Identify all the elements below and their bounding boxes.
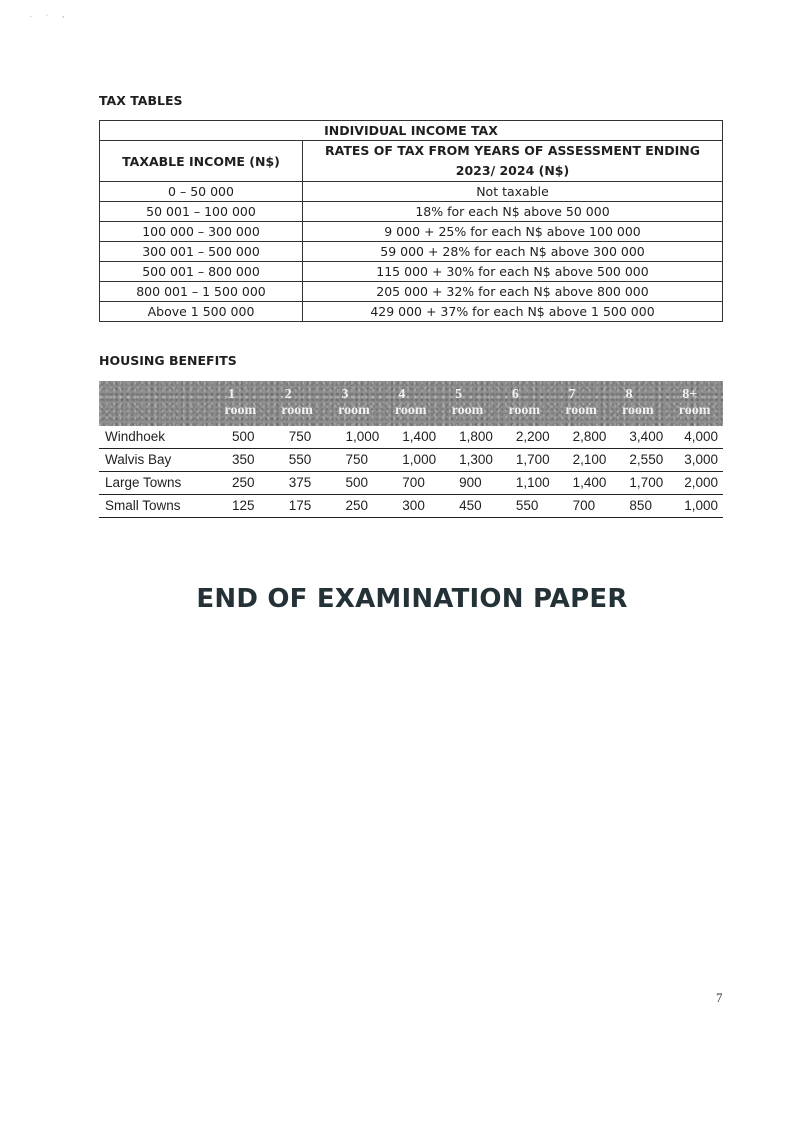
rates-header: RATES OF TAX FROM YEARS OF ASSESSMENT ENDING 2023/ 2024 (N$) bbox=[303, 141, 723, 182]
room-word: room bbox=[224, 403, 257, 418]
tax-rate: 205 000 + 32% for each N$ above 800 000 bbox=[303, 282, 723, 302]
benefit-cell: 1,800 bbox=[459, 429, 493, 444]
benefit-cell: 4,000 bbox=[684, 429, 718, 444]
room-word: room bbox=[508, 403, 541, 418]
benefit-cell: 500 bbox=[231, 429, 255, 444]
benefit-cell: 550 bbox=[515, 498, 539, 513]
benefit-cell: 1,700 bbox=[629, 475, 664, 490]
room-word: room bbox=[451, 403, 484, 418]
table-row bbox=[100, 302, 723, 322]
income-bracket: Above 1 500 000 bbox=[100, 302, 303, 322]
room-word: room bbox=[622, 403, 654, 418]
benefit-cell: 450 bbox=[459, 498, 482, 513]
taxable-income-header: TAXABLE INCOME (N$) bbox=[100, 141, 303, 182]
benefit-cell: 300 bbox=[402, 498, 425, 513]
benefit-cell: 2,200 bbox=[515, 429, 550, 444]
room-header bbox=[439, 381, 496, 426]
room-count: 5 bbox=[455, 387, 463, 402]
benefit-cell: 1,400 bbox=[402, 429, 437, 444]
benefit-cell: 250 bbox=[231, 475, 255, 490]
location-cell: Walvis Bay bbox=[105, 452, 172, 467]
benefit-cell: 1,300 bbox=[459, 452, 493, 467]
benefit-cell: 350 bbox=[231, 452, 255, 467]
benefit-cell: 700 bbox=[402, 475, 425, 490]
table-row bbox=[100, 182, 723, 202]
room-word: room bbox=[281, 403, 313, 418]
benefit-cell: 2,800 bbox=[572, 429, 607, 444]
benefit-cell: 1,100 bbox=[515, 475, 550, 490]
benefit-cell: 700 bbox=[572, 498, 596, 513]
benefit-cell: 2,000 bbox=[684, 475, 718, 490]
scan-mark: . · , bbox=[30, 12, 71, 19]
tax-rate: 9 000 + 25% for each N$ above 100 000 bbox=[303, 222, 723, 242]
page-number: 7 bbox=[716, 990, 723, 1005]
tax-rate: 429 000 + 37% for each N$ above 1 500 000 bbox=[303, 302, 723, 322]
room-header bbox=[269, 381, 326, 426]
income-bracket: 100 000 – 300 000 bbox=[100, 222, 303, 242]
room-count: 2 bbox=[284, 387, 292, 402]
benefit-cell: 550 bbox=[288, 452, 312, 467]
end-of-paper-title: END OF EXAMINATION PAPER bbox=[196, 584, 628, 614]
benefit-cell: 125 bbox=[231, 498, 255, 513]
room-count: 7 bbox=[568, 387, 576, 402]
room-count: 8+ bbox=[682, 387, 698, 402]
room-header bbox=[382, 381, 439, 426]
table-row bbox=[99, 426, 723, 449]
income-tax-table bbox=[99, 120, 723, 322]
benefit-cell: 1,400 bbox=[572, 475, 607, 490]
room-header bbox=[496, 381, 553, 426]
location-cell: Small Towns bbox=[105, 498, 181, 513]
benefit-cell: 750 bbox=[288, 429, 312, 444]
income-bracket: 800 001 – 1 500 000 bbox=[100, 282, 303, 302]
room-word: room bbox=[678, 403, 711, 418]
benefit-cell: 250 bbox=[345, 498, 369, 513]
room-header bbox=[609, 381, 666, 426]
benefit-cell: 3,000 bbox=[684, 452, 718, 467]
table-row bbox=[99, 495, 723, 518]
benefit-cell: 375 bbox=[288, 475, 312, 490]
location-cell: Windhoek bbox=[105, 429, 166, 444]
tax-rate: 115 000 + 30% for each N$ above 500 000 bbox=[303, 262, 723, 282]
benefit-cell: 1,700 bbox=[515, 452, 550, 467]
room-header bbox=[553, 381, 610, 426]
room-word: room bbox=[565, 403, 597, 418]
location-cell: Large Towns bbox=[105, 475, 182, 490]
benefit-cell: 850 bbox=[629, 498, 652, 513]
room-count: 6 bbox=[511, 387, 519, 402]
income-bracket: 500 001 – 800 000 bbox=[100, 262, 303, 282]
room-header bbox=[212, 381, 269, 426]
housing-header-row bbox=[99, 381, 723, 426]
income-bracket: 0 – 50 000 bbox=[100, 182, 303, 202]
benefit-cell: 1,000 bbox=[345, 429, 380, 444]
benefit-cell: 900 bbox=[459, 475, 482, 490]
table-row bbox=[100, 282, 723, 302]
benefit-cell: 3,400 bbox=[629, 429, 664, 444]
table-row bbox=[99, 449, 723, 472]
tax-rate: 18% for each N$ above 50 000 bbox=[303, 202, 723, 222]
benefit-cell: 1,000 bbox=[402, 452, 437, 467]
benefit-cell: 2,100 bbox=[572, 452, 607, 467]
table-row bbox=[100, 202, 723, 222]
room-header bbox=[666, 381, 723, 426]
tax-rate: Not taxable bbox=[303, 182, 723, 202]
benefit-cell: 1,000 bbox=[684, 498, 718, 513]
housing-benefits-heading: HOUSING BENEFITS bbox=[99, 353, 237, 368]
tax-rate: 59 000 + 28% for each N$ above 300 000 bbox=[303, 242, 723, 262]
benefit-cell: 750 bbox=[345, 452, 369, 467]
room-count: 1 bbox=[227, 387, 235, 402]
room-count: 4 bbox=[398, 387, 406, 402]
room-word: room bbox=[338, 403, 370, 418]
room-header bbox=[326, 381, 383, 426]
table-row bbox=[99, 472, 723, 495]
income-bracket: 50 001 – 100 000 bbox=[100, 202, 303, 222]
tax-tables-heading: TAX TABLES bbox=[99, 93, 183, 108]
housing-benefits-table bbox=[99, 381, 723, 518]
income-bracket: 300 001 – 500 000 bbox=[100, 242, 303, 262]
benefit-cell: 2,550 bbox=[629, 452, 664, 467]
benefit-cell: 175 bbox=[288, 498, 312, 513]
benefit-cell: 500 bbox=[345, 475, 369, 490]
room-count: 8 bbox=[625, 387, 633, 402]
table-row bbox=[100, 222, 723, 242]
housing-corner-cell bbox=[99, 381, 212, 426]
room-count: 3 bbox=[341, 387, 349, 402]
table-row bbox=[100, 242, 723, 262]
tax-table-title: INDIVIDUAL INCOME TAX bbox=[100, 121, 723, 141]
table-row bbox=[100, 262, 723, 282]
room-word: room bbox=[394, 403, 427, 418]
